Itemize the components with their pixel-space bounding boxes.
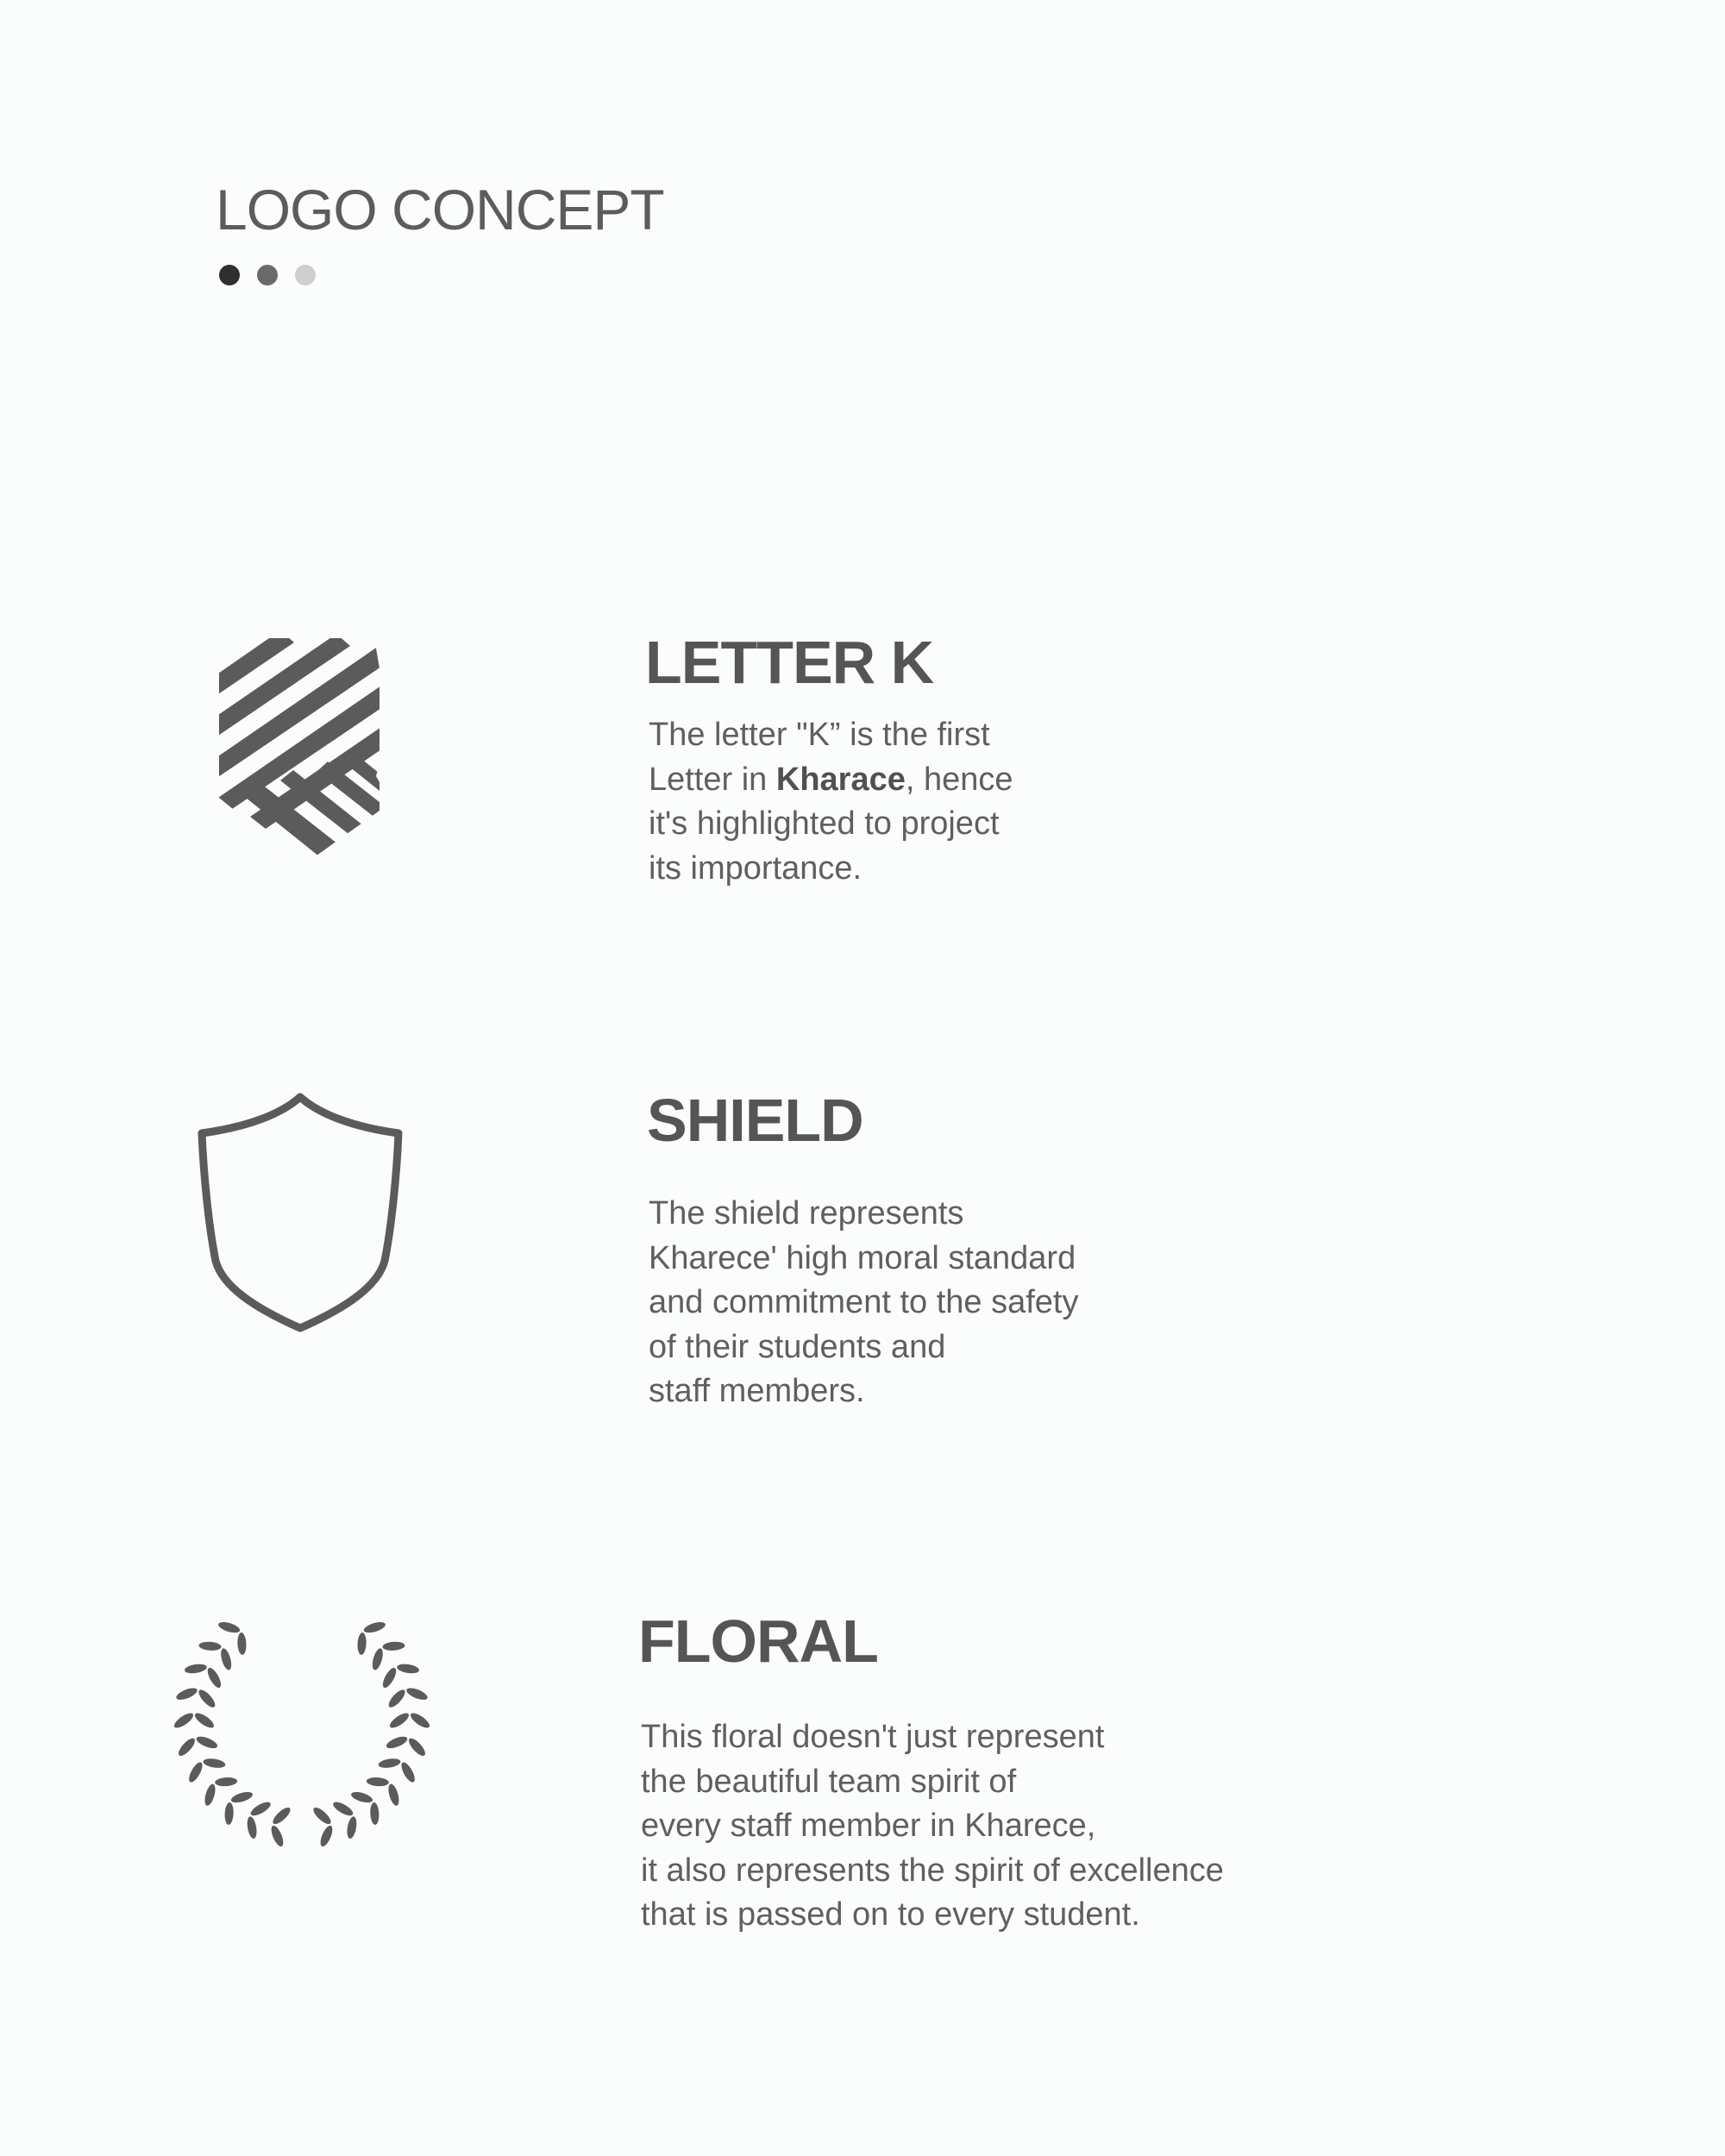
laurel-leaf (176, 1736, 198, 1758)
dot-indicator (257, 265, 278, 285)
body-text: Letter in (649, 761, 776, 798)
laurel-leaf (378, 1758, 401, 1770)
body-line: the beautiful team spirit of (641, 1763, 1017, 1800)
laurel-leaf (203, 1758, 226, 1770)
body-line: The shield represents (649, 1195, 964, 1232)
laurel-leaf (248, 1800, 273, 1819)
laurel-leaf (406, 1736, 428, 1758)
laurel-leaf (192, 1710, 216, 1730)
letter-k-stripes-icon (216, 634, 388, 867)
body-line: The letter "K” is the first (649, 717, 990, 753)
laurel-leaf (382, 1641, 405, 1651)
shield-outline-icon (195, 1088, 406, 1334)
laurel-leaf (205, 1666, 223, 1690)
body-line: it also represents the spirit of excellence (641, 1852, 1224, 1889)
laurel-leaf (405, 1686, 430, 1702)
laurel-leaf (350, 1789, 374, 1804)
laurel-leaf (175, 1686, 199, 1702)
laurel-leaf (387, 1710, 411, 1730)
dot-indicator (295, 265, 316, 285)
body-text: , hence (905, 761, 1013, 798)
laurel-leaf (398, 1760, 417, 1784)
body-line: every staff member in Kharece, (641, 1808, 1096, 1844)
brand-name: Kharace (775, 761, 906, 798)
laurel-leaf (195, 1734, 219, 1751)
laurel-leaf (346, 1815, 358, 1839)
section-heading-letter-k: LETTER K (645, 629, 934, 696)
laurel-leaf (184, 1663, 207, 1675)
body-line: it's highlighted to project (649, 805, 1000, 842)
body-line: staff members. (649, 1373, 865, 1409)
laurel-leaf (271, 1805, 293, 1827)
laurel-leaf (370, 1802, 380, 1825)
dot-indicator (219, 265, 240, 285)
laurel-leaf (331, 1800, 355, 1819)
pagination-dots (219, 265, 316, 285)
laurel-leaf (380, 1666, 398, 1690)
laurel-leaf (172, 1710, 195, 1730)
laurel-wreath-icon (168, 1608, 436, 1854)
laurel-leaf (311, 1805, 334, 1827)
laurel-leaf (370, 1647, 385, 1671)
laurel-leaf (198, 1641, 222, 1651)
laurel-leaf (397, 1663, 420, 1675)
body-line: This floral doesn't just represent (641, 1719, 1105, 1755)
laurel-leaf (386, 1688, 408, 1710)
laurel-leaf (269, 1824, 285, 1848)
section-body-letter-k (649, 713, 1013, 891)
section-heading-shield: SHIELD (647, 1087, 863, 1154)
body-line: and commitment to the safety (649, 1284, 1079, 1320)
body-line: Kharece' high moral standard (649, 1239, 1076, 1276)
laurel-leaf (367, 1777, 390, 1787)
laurel-leaf (385, 1734, 409, 1751)
body-line: of their students and (649, 1328, 946, 1365)
section-body-shield (649, 1192, 1078, 1414)
laurel-leaf (246, 1815, 258, 1839)
laurel-leaf (357, 1633, 367, 1655)
page-title: LOGO CONCEPT (216, 178, 664, 241)
laurel-leaf (318, 1824, 335, 1848)
laurel-leaf (237, 1633, 247, 1655)
laurel-leaf (408, 1710, 431, 1730)
body-line (649, 758, 1013, 803)
laurel-leaf (215, 1777, 238, 1787)
section-heading-floral: FLORAL (638, 1608, 878, 1675)
laurel-leaf (217, 1620, 242, 1634)
laurel-leaf (186, 1760, 204, 1784)
laurel-leaf (219, 1647, 234, 1671)
body-line: that is passed on to every student. (641, 1896, 1140, 1933)
laurel-leaf (230, 1789, 254, 1804)
body-line: its importance. (649, 849, 862, 887)
laurel-leaf (386, 1783, 401, 1807)
section-body-floral (641, 1715, 1224, 1938)
laurel-leaf (224, 1802, 234, 1825)
laurel-leaf (203, 1783, 217, 1807)
laurel-leaf (362, 1620, 386, 1634)
laurel-leaf (196, 1688, 217, 1710)
